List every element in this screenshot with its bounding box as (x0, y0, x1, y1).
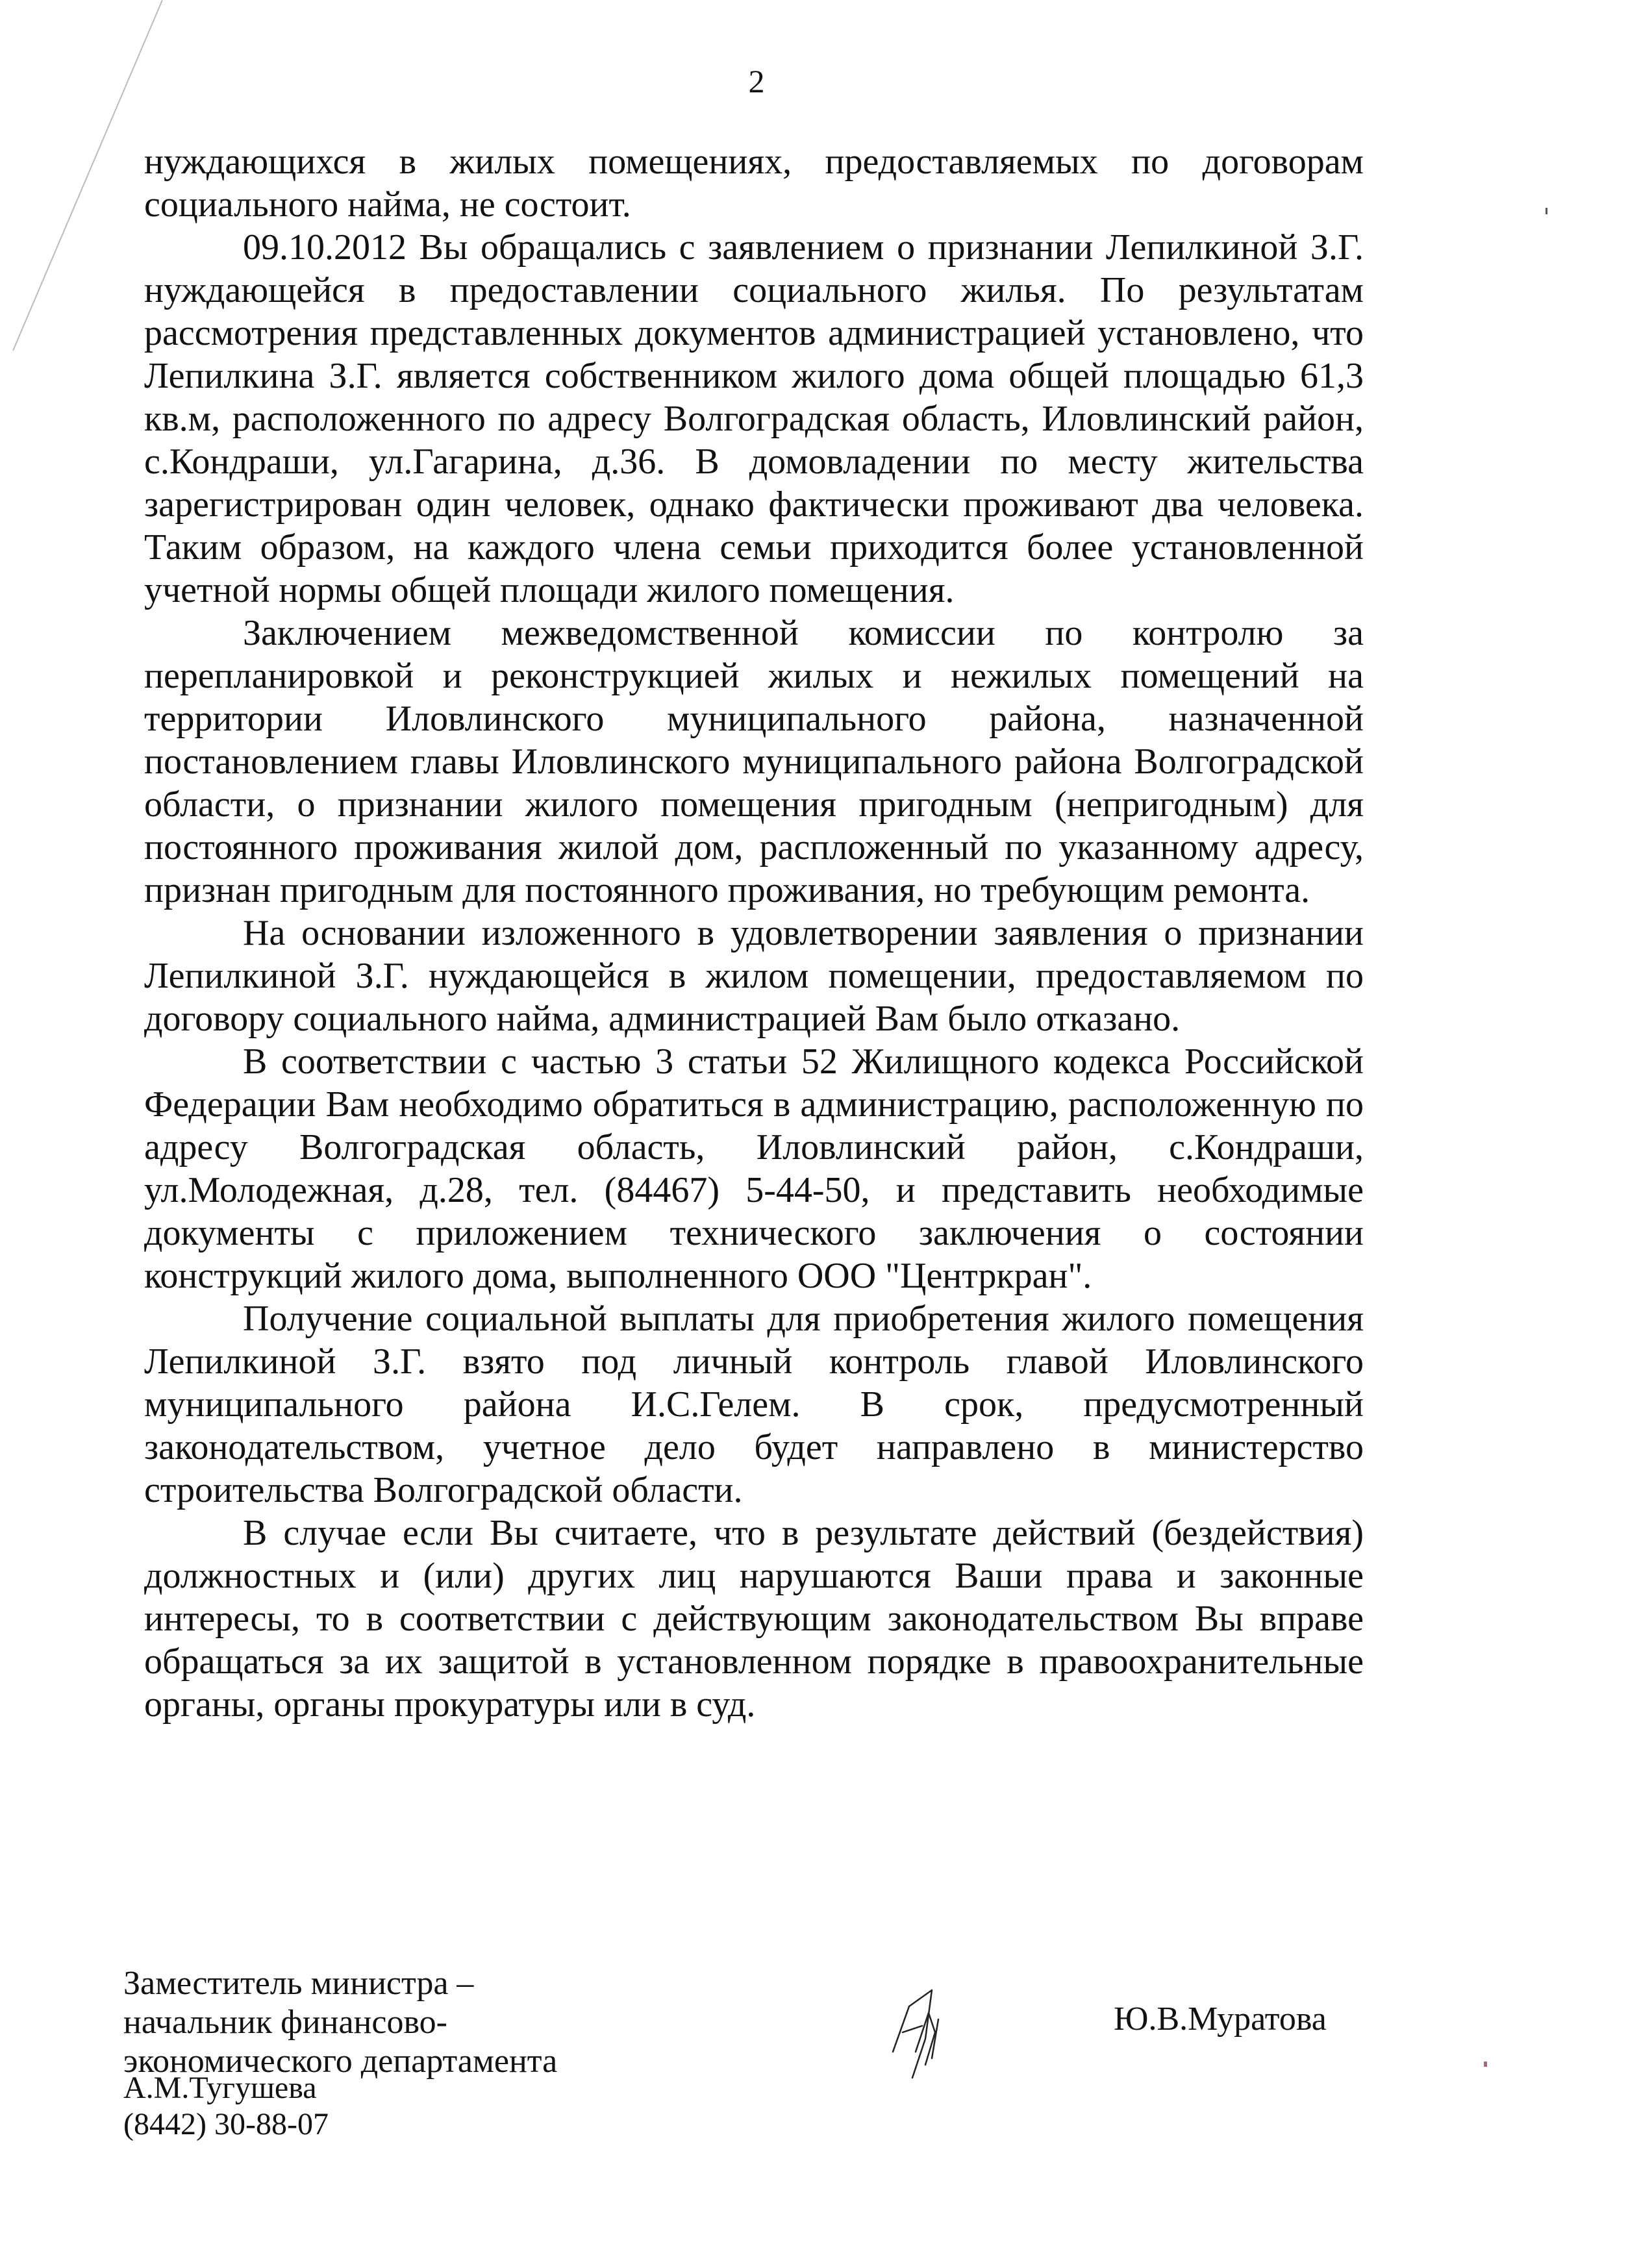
signatory-title-line-1: Заместитель министра – (123, 1965, 474, 2002)
scan-speck (1484, 2062, 1487, 2067)
scan-artifact-line (6, 0, 162, 364)
paragraph-1: нуждающихся в жилых помещениях, предоставляемых по договорам социального найма, не состоит. (144, 142, 1364, 225)
signatory-title-line-2: начальник финансово- (123, 2004, 447, 2041)
executor-phone: (8442) 30-88-07 (123, 2107, 329, 2141)
signatory-title (123, 1964, 557, 2081)
paragraph-2: 09.10.2012 Вы обращались с заявлением о признании Лепилкиной З.Г. нуждающейся в предоставлении социального жилья. По результатам рассмотрения представленных документов администрацией установлено, что Лепилкина З.Г. является собственником жилого дома общей площадью 61,3 кв.м, расположенного по адресу Волгоградская область, Иловлинский район, с.Кондраши, ул.Гагарина, д.36. В домовладении по месту жительства зарегистрирован один человек, однако фактически проживают два человека. Таким образом, на каждого члена семьи приходится более установленной учетной нормы общей площади жилого помещения. (144, 227, 1364, 610)
paragraph-7: В случае если Вы считаете, что в результате действий (бездействия) должностных и (или) других лиц нарушаются Ваши права и законные интересы, то в соответствии с действующим законодательством Вы вправе обращаться за их защитой в установленном порядке в правоохранительные органы, органы прокуратуры или в суд. (144, 1513, 1364, 1725)
letter-body (144, 140, 1364, 1726)
paragraph-6: Получение социальной выплаты для приобретения жилого помещения Лепилкиной З.Г. взято под личный контроль главой Иловлинского муниципального района И.С.Гелем. В срок, предусмотренный законодательством, учетное дело будет направлено в министерство строительства Волгоградской области. (144, 1299, 1364, 1510)
handwritten-signature (890, 1987, 968, 2084)
executor-name: А.М.Тугушева (123, 2071, 317, 2105)
executor-info (123, 2070, 329, 2143)
signatory-title-line-3: экономического департамента (123, 2043, 558, 2080)
paragraph-5: В соответствии с частью 3 статьи 52 Жилищного кодекса Российской Федерации Вам необходимо обратиться в администрацию, расположенную по адресу Волгоградская область, Иловлинский район, с.Кондраши, ул.Молодежная, д.28, тел. (84467) 5-44-50, и представить необходимые документы с приложением технического заключения о состоянии конструкций жилого дома, выполненного ООО "Центркран". (144, 1041, 1364, 1296)
paragraph-4: На основании изложенного в удовлетворении заявления о признании Лепилкиной З.Г. нуждающейся в жилом помещении, предоставляемом по договору социального найма, администрацией Вам было отказано. (144, 913, 1364, 1039)
signatory-name: Ю.В.Муратова (1114, 2001, 1327, 2038)
paragraph-3: Заключением межведомственной комиссии по контролю за перепланировкой и реконструкцией жилых и нежилых помещений на территории Иловлинского муниципального района, назначенной постановлением главы Иловлинского муниципального района Волгоградской области, о признании жилого помещения пригодным (непригодным) для постоянного проживания жилой дом, распложенный по указанному адресу, признан пригодным для постоянного проживания, но требующим ремонта. (144, 613, 1364, 910)
page-number: 2 (748, 63, 765, 99)
scan-speck (1546, 208, 1547, 214)
